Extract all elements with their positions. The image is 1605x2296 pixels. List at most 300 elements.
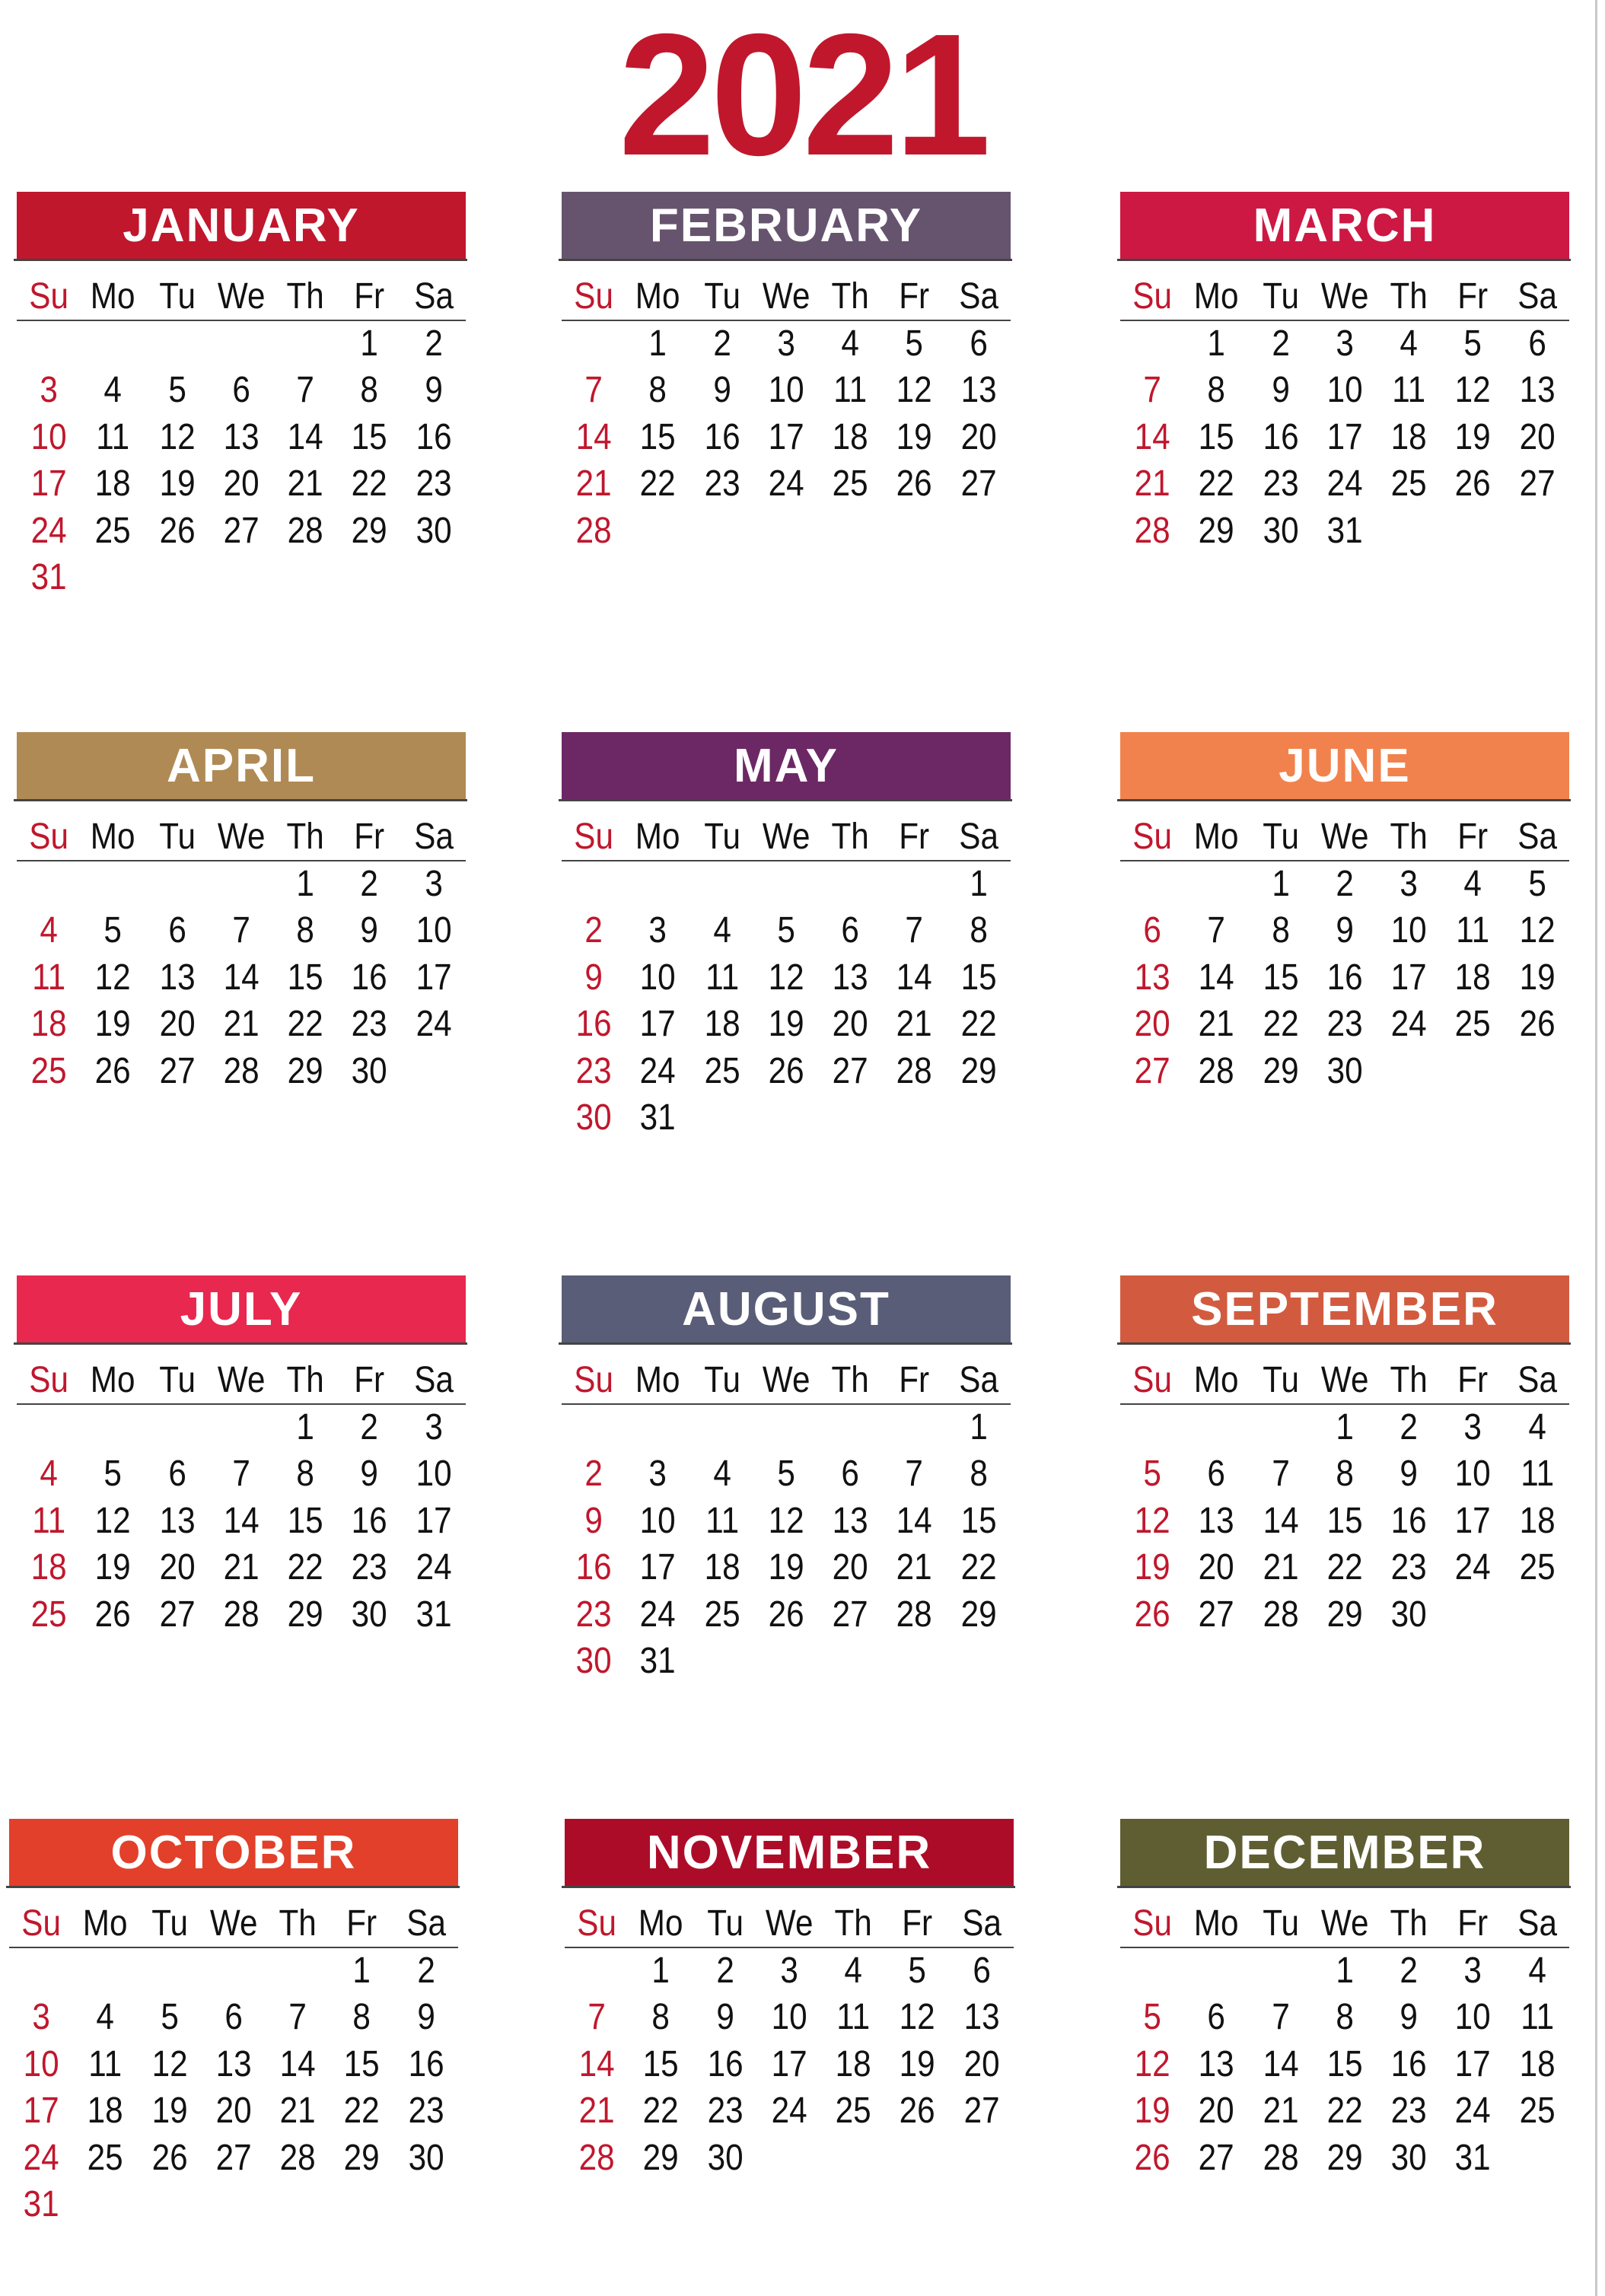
- day-cell: 12: [1134, 2043, 1170, 2084]
- day-cell: 28: [279, 2137, 316, 2178]
- day-cell: [822, 1095, 878, 1142]
- weekday-label: Sa: [1517, 817, 1557, 857]
- day-cell: 7: [232, 1454, 250, 1494]
- month-december: [1120, 1819, 1569, 2275]
- day-cell: 4: [40, 1454, 58, 1494]
- day-cell: [13, 1948, 69, 1995]
- day-cell: 13: [1519, 370, 1556, 410]
- day-cell: 30: [1390, 1594, 1427, 1635]
- day-cell: 9: [712, 370, 731, 410]
- day-cell: 18: [94, 463, 131, 504]
- weekday-label: Sa: [1517, 1360, 1557, 1400]
- day-cell: 17: [416, 1500, 452, 1541]
- weekday-label: Fr: [354, 1360, 385, 1400]
- day-cell: 27: [963, 2091, 1000, 2131]
- day-cell: 29: [344, 2137, 381, 2178]
- day-cell: 14: [1263, 1500, 1299, 1541]
- day-cell: 17: [639, 1004, 676, 1044]
- day-cell: 12: [1455, 370, 1492, 410]
- day-cell: 20: [1134, 1004, 1170, 1044]
- day-cell: 11: [836, 1997, 871, 2037]
- month-name-bar: JANUARY: [17, 192, 466, 260]
- weekday-underline: [9, 1947, 458, 1948]
- weekday-label: Mo: [1194, 817, 1239, 857]
- weekday-label: Mo: [1194, 276, 1239, 317]
- weekday-label: Th: [1390, 276, 1428, 317]
- weekday-label: Th: [831, 817, 869, 857]
- day-cell: 23: [1263, 463, 1299, 504]
- month-grid: [1120, 274, 1569, 555]
- weekday-label: Fr: [1457, 817, 1489, 857]
- day-cell: 2: [584, 1454, 603, 1494]
- day-cell: 2: [425, 323, 443, 364]
- day-cell: 28: [1198, 1050, 1234, 1091]
- day-cell: 9: [1400, 1454, 1419, 1494]
- day-cell: 9: [425, 370, 443, 410]
- day-cell: 23: [707, 2091, 744, 2131]
- day-cell: 23: [416, 463, 452, 504]
- month-underline: [1117, 1342, 1571, 1345]
- day-cell: 8: [296, 1454, 315, 1494]
- day-cell: [1380, 1049, 1437, 1096]
- day-cell: 28: [578, 2137, 615, 2178]
- weekday-label: Tu: [158, 1360, 196, 1400]
- day-cell: [149, 1405, 205, 1452]
- day-cell: 8: [296, 910, 315, 951]
- day-cell: 21: [1134, 463, 1170, 504]
- day-cell: 13: [1134, 957, 1170, 998]
- day-cell: 25: [1519, 2091, 1556, 2131]
- day-cell: 23: [575, 1594, 612, 1635]
- day-cell: [84, 861, 141, 909]
- day-cell: [213, 555, 269, 602]
- month-grid: [565, 1901, 1014, 2182]
- day-cell: 3: [1336, 323, 1354, 364]
- day-cell: 12: [768, 1500, 804, 1541]
- day-cell: 11: [833, 370, 868, 410]
- weekday-label: We: [765, 1903, 814, 1944]
- day-cell: 12: [94, 1500, 131, 1541]
- weekday-label: We: [217, 1360, 266, 1400]
- month-name-bar: MAY: [562, 732, 1011, 801]
- weekday-label: Sa: [959, 1360, 998, 1400]
- weekday-underline: [562, 1403, 1011, 1405]
- month-name-bar: MARCH: [1120, 192, 1569, 260]
- day-cell: 27: [832, 1050, 868, 1091]
- day-cell: [213, 1405, 269, 1452]
- day-cell: 10: [639, 1500, 676, 1541]
- weekday-label: Fr: [1457, 276, 1489, 317]
- month-grid: [17, 1358, 466, 1638]
- day-cell: 11: [1521, 1997, 1554, 2037]
- day-cell: 25: [87, 2137, 123, 2178]
- day-cell: [822, 1405, 878, 1452]
- day-cell: 30: [1263, 510, 1299, 551]
- day-cell: [694, 1638, 750, 1686]
- day-cell: 29: [1326, 2137, 1363, 2178]
- day-cell: 14: [279, 2043, 316, 2084]
- day-cell: 12: [159, 416, 196, 457]
- day-cell: 29: [960, 1594, 997, 1635]
- day-cell: [1188, 1405, 1244, 1452]
- day-cell: 22: [1326, 1547, 1363, 1587]
- weekday-label: Su: [29, 817, 68, 857]
- day-cell: [758, 1405, 814, 1452]
- day-cell: 9: [1271, 370, 1290, 410]
- day-cell: 13: [960, 370, 997, 410]
- month-october: [9, 1819, 458, 2275]
- day-cell: [1445, 1049, 1502, 1096]
- day-cell: 28: [287, 510, 323, 551]
- day-cell: 21: [279, 2091, 316, 2131]
- month-february: [562, 192, 1011, 648]
- day-cell: 12: [900, 1997, 936, 2037]
- day-cell: [1253, 1948, 1309, 1995]
- day-cell: 17: [1390, 957, 1427, 998]
- day-cell: 5: [160, 1997, 179, 2037]
- day-cell: 21: [223, 1547, 260, 1587]
- day-cell: 15: [1198, 416, 1234, 457]
- day-cell: [822, 861, 878, 909]
- weekday-label: Th: [1390, 1360, 1428, 1400]
- day-cell: 13: [832, 957, 868, 998]
- day-cell: 16: [707, 2043, 744, 2084]
- day-cell: 3: [777, 323, 795, 364]
- day-cell: 8: [1207, 370, 1226, 410]
- day-cell: 22: [1198, 463, 1234, 504]
- weekday-label: Mo: [635, 276, 680, 317]
- weekday-label: Fr: [899, 817, 930, 857]
- day-cell: 26: [900, 2091, 936, 2131]
- day-cell: 5: [1463, 323, 1482, 364]
- weekday-label: Fr: [899, 1360, 930, 1400]
- day-cell: 30: [1326, 1050, 1363, 1091]
- weekday-label: Tu: [1262, 1360, 1299, 1400]
- weekday-label: Fr: [354, 817, 385, 857]
- day-cell: 22: [960, 1004, 997, 1044]
- weekday-label: Mo: [91, 1360, 135, 1400]
- month-march: [1120, 192, 1569, 648]
- weekday-label: Tu: [706, 1903, 744, 1944]
- day-cell: 5: [777, 1454, 795, 1494]
- day-cell: [21, 321, 77, 368]
- day-cell: 12: [768, 957, 804, 998]
- day-cell: 11: [705, 957, 739, 998]
- day-cell: 25: [835, 2091, 871, 2131]
- day-cell: 24: [1390, 1004, 1427, 1044]
- day-cell: 31: [416, 1594, 452, 1635]
- day-cell: 17: [30, 463, 67, 504]
- day-cell: 6: [1528, 323, 1546, 364]
- day-cell: 2: [360, 1406, 379, 1447]
- day-cell: 19: [94, 1004, 131, 1044]
- day-cell: 31: [30, 557, 67, 597]
- day-cell: 5: [777, 910, 795, 951]
- weekday-label: Fr: [346, 1903, 377, 1944]
- day-cell: 31: [1455, 2137, 1492, 2178]
- day-cell: 10: [768, 370, 804, 410]
- day-cell: 9: [584, 957, 603, 998]
- day-cell: 2: [1271, 323, 1290, 364]
- day-cell: [142, 2182, 198, 2229]
- day-cell: 6: [232, 370, 250, 410]
- day-cell: 7: [584, 370, 603, 410]
- month-underline: [559, 1342, 1012, 1345]
- day-cell: 22: [287, 1547, 323, 1587]
- day-cell: [887, 508, 943, 556]
- day-cell: [149, 555, 205, 602]
- day-cell: 28: [896, 1594, 933, 1635]
- day-cell: 21: [896, 1004, 933, 1044]
- day-cell: 1: [648, 323, 667, 364]
- day-cell: 24: [1326, 463, 1363, 504]
- day-cell: 8: [970, 1454, 988, 1494]
- weekday-underline: [565, 1947, 1014, 1948]
- weekday-label: Th: [279, 1903, 317, 1944]
- month-grid: [562, 1358, 1011, 1686]
- day-cell: 24: [1455, 1547, 1492, 1587]
- day-cell: 25: [832, 463, 868, 504]
- day-cell: 25: [704, 1050, 740, 1091]
- day-cell: 11: [88, 2043, 123, 2084]
- day-cell: 24: [639, 1594, 676, 1635]
- day-cell: 3: [648, 910, 667, 951]
- day-cell: 23: [352, 1547, 388, 1587]
- weekday-label: Fr: [899, 276, 930, 317]
- weekday-label: Su: [1132, 1903, 1172, 1944]
- day-cell: [1124, 861, 1180, 909]
- day-cell: 16: [1390, 2043, 1427, 2084]
- weekday-label: Sa: [414, 1360, 454, 1400]
- weekday-label: Su: [29, 1360, 68, 1400]
- day-cell: 10: [639, 957, 676, 998]
- day-cell: 6: [1207, 1454, 1226, 1494]
- day-cell: 7: [1271, 1454, 1290, 1494]
- day-cell: 7: [232, 910, 250, 951]
- day-cell: 15: [352, 416, 388, 457]
- weekday-label: Sa: [959, 817, 998, 857]
- day-cell: 15: [1326, 1500, 1363, 1541]
- day-cell: 6: [970, 323, 988, 364]
- day-cell: 28: [575, 510, 612, 551]
- day-cell: 20: [832, 1547, 868, 1587]
- day-cell: 9: [715, 1997, 734, 2037]
- day-cell: 24: [416, 1004, 452, 1044]
- day-cell: [565, 1405, 622, 1452]
- weekday-underline: [1120, 320, 1569, 321]
- month-may: [562, 732, 1011, 1189]
- weekday-label: Su: [1132, 276, 1172, 317]
- day-cell: [84, 1405, 141, 1452]
- day-cell: 6: [167, 1454, 186, 1494]
- day-cell: [822, 1638, 878, 1686]
- day-cell: 23: [408, 2091, 444, 2131]
- day-cell: 5: [1528, 863, 1546, 904]
- day-cell: 9: [584, 1500, 603, 1541]
- day-cell: 19: [1519, 957, 1556, 998]
- day-cell: [406, 555, 462, 602]
- day-cell: [84, 321, 141, 368]
- day-cell: 22: [639, 463, 676, 504]
- weekday-label: We: [762, 276, 810, 317]
- day-cell: 19: [768, 1004, 804, 1044]
- day-cell: 17: [1326, 416, 1363, 457]
- day-cell: 20: [223, 463, 260, 504]
- day-cell: [269, 1948, 326, 1995]
- day-cell: 17: [639, 1547, 676, 1587]
- day-cell: 20: [1519, 416, 1556, 457]
- day-cell: [1253, 1405, 1309, 1452]
- day-cell: 24: [768, 463, 804, 504]
- day-cell: 29: [1198, 510, 1234, 551]
- day-cell: 15: [960, 957, 997, 998]
- day-cell: 27: [223, 510, 260, 551]
- day-cell: 29: [1326, 1594, 1363, 1635]
- day-cell: 10: [1390, 910, 1427, 951]
- day-cell: [1124, 1405, 1180, 1452]
- weekday-label: Tu: [703, 817, 740, 857]
- day-cell: [1509, 508, 1565, 556]
- weekday-label: We: [1320, 276, 1369, 317]
- day-cell: 22: [1263, 1004, 1299, 1044]
- day-cell: 1: [1207, 323, 1226, 364]
- month-november: [565, 1819, 1014, 2275]
- day-cell: [213, 861, 269, 909]
- day-cell: 17: [768, 416, 804, 457]
- day-cell: 17: [1455, 2043, 1492, 2084]
- day-cell: 2: [715, 1950, 734, 1991]
- day-cell: 6: [841, 910, 860, 951]
- month-grid: [17, 274, 466, 602]
- day-cell: 26: [1134, 2137, 1170, 2178]
- day-cell: 20: [832, 1004, 868, 1044]
- day-cell: 20: [159, 1547, 196, 1587]
- day-cell: 11: [1521, 1454, 1554, 1494]
- day-cell: [213, 321, 269, 368]
- day-cell: 16: [704, 416, 740, 457]
- day-cell: 12: [1134, 1500, 1170, 1541]
- day-cell: 4: [841, 323, 860, 364]
- day-cell: [887, 1405, 943, 1452]
- day-cell: 30: [1390, 2137, 1427, 2178]
- day-cell: 26: [896, 463, 933, 504]
- day-cell: 11: [705, 1500, 739, 1541]
- day-cell: 28: [896, 1050, 933, 1091]
- weekday-label: Mo: [1194, 1903, 1239, 1944]
- day-cell: 20: [1198, 1547, 1234, 1587]
- day-cell: [277, 321, 333, 368]
- day-cell: 22: [642, 2091, 679, 2131]
- day-cell: 2: [584, 910, 603, 951]
- day-cell: 2: [1400, 1406, 1419, 1447]
- day-cell: 25: [704, 1594, 740, 1635]
- day-cell: 3: [1400, 863, 1419, 904]
- day-cell: 6: [1207, 1997, 1226, 2037]
- day-cell: 13: [159, 1500, 196, 1541]
- weekday-label: Th: [831, 276, 869, 317]
- day-cell: 8: [651, 1997, 670, 2037]
- day-cell: 26: [94, 1594, 131, 1635]
- day-cell: 12: [1519, 910, 1556, 951]
- month-underline: [1117, 259, 1571, 261]
- weekday-label: Sa: [1517, 1903, 1557, 1944]
- day-cell: 21: [223, 1004, 260, 1044]
- day-cell: 11: [32, 1500, 66, 1541]
- day-cell: 12: [896, 370, 933, 410]
- month-grid: [562, 814, 1011, 1142]
- day-cell: [758, 1638, 814, 1686]
- day-cell: 9: [1400, 1997, 1419, 2037]
- day-cell: 16: [1263, 416, 1299, 457]
- page-edge-divider: [1595, 0, 1597, 2296]
- day-cell: [629, 1405, 686, 1452]
- day-cell: 5: [167, 370, 186, 410]
- day-cell: [887, 1638, 943, 1686]
- month-underline: [14, 259, 467, 261]
- weekday-label: Fr: [902, 1903, 933, 1944]
- day-cell: [822, 508, 878, 556]
- day-cell: 2: [712, 323, 731, 364]
- day-cell: 25: [30, 1594, 67, 1635]
- day-cell: [1380, 508, 1437, 556]
- month-grid: [1120, 1358, 1569, 1638]
- day-cell: 15: [960, 1500, 997, 1541]
- weekday-label: Tu: [158, 276, 196, 317]
- weekday-label: Su: [574, 1360, 613, 1400]
- weekday-label: Fr: [1457, 1360, 1489, 1400]
- day-cell: 18: [1519, 1500, 1556, 1541]
- weekday-label: Su: [574, 817, 613, 857]
- day-cell: [84, 555, 141, 602]
- day-cell: [761, 2135, 817, 2183]
- day-cell: 27: [159, 1050, 196, 1091]
- day-cell: 8: [352, 1997, 371, 2037]
- day-cell: 27: [1519, 463, 1556, 504]
- day-cell: 22: [287, 1004, 323, 1044]
- day-cell: 29: [642, 2137, 679, 2178]
- day-cell: 26: [768, 1050, 804, 1091]
- day-cell: 12: [94, 957, 131, 998]
- day-cell: 27: [215, 2137, 252, 2178]
- day-cell: [149, 861, 205, 909]
- day-cell: 15: [639, 416, 676, 457]
- day-cell: [629, 508, 686, 556]
- day-cell: 5: [908, 1950, 927, 1991]
- month-grid: [1120, 814, 1569, 1095]
- month-june: [1120, 732, 1569, 1189]
- day-cell: 29: [352, 510, 388, 551]
- day-cell: 16: [352, 957, 388, 998]
- day-cell: [568, 1948, 625, 1995]
- day-cell: [77, 1948, 133, 1995]
- day-cell: 10: [416, 1454, 452, 1494]
- day-cell: 21: [578, 2091, 615, 2131]
- day-cell: 26: [159, 510, 196, 551]
- day-cell: [1509, 1592, 1565, 1639]
- day-cell: 26: [94, 1050, 131, 1091]
- day-cell: 16: [408, 2043, 444, 2084]
- day-cell: [758, 1095, 814, 1142]
- weekday-label: Su: [577, 1903, 616, 1944]
- day-cell: 21: [1198, 1004, 1234, 1044]
- day-cell: [694, 1095, 750, 1142]
- day-cell: 30: [408, 2137, 444, 2178]
- day-cell: 10: [1326, 370, 1363, 410]
- weekday-underline: [17, 1403, 466, 1405]
- day-cell: 21: [575, 463, 612, 504]
- day-cell: 23: [575, 1050, 612, 1091]
- weekday-label: Su: [21, 1903, 61, 1944]
